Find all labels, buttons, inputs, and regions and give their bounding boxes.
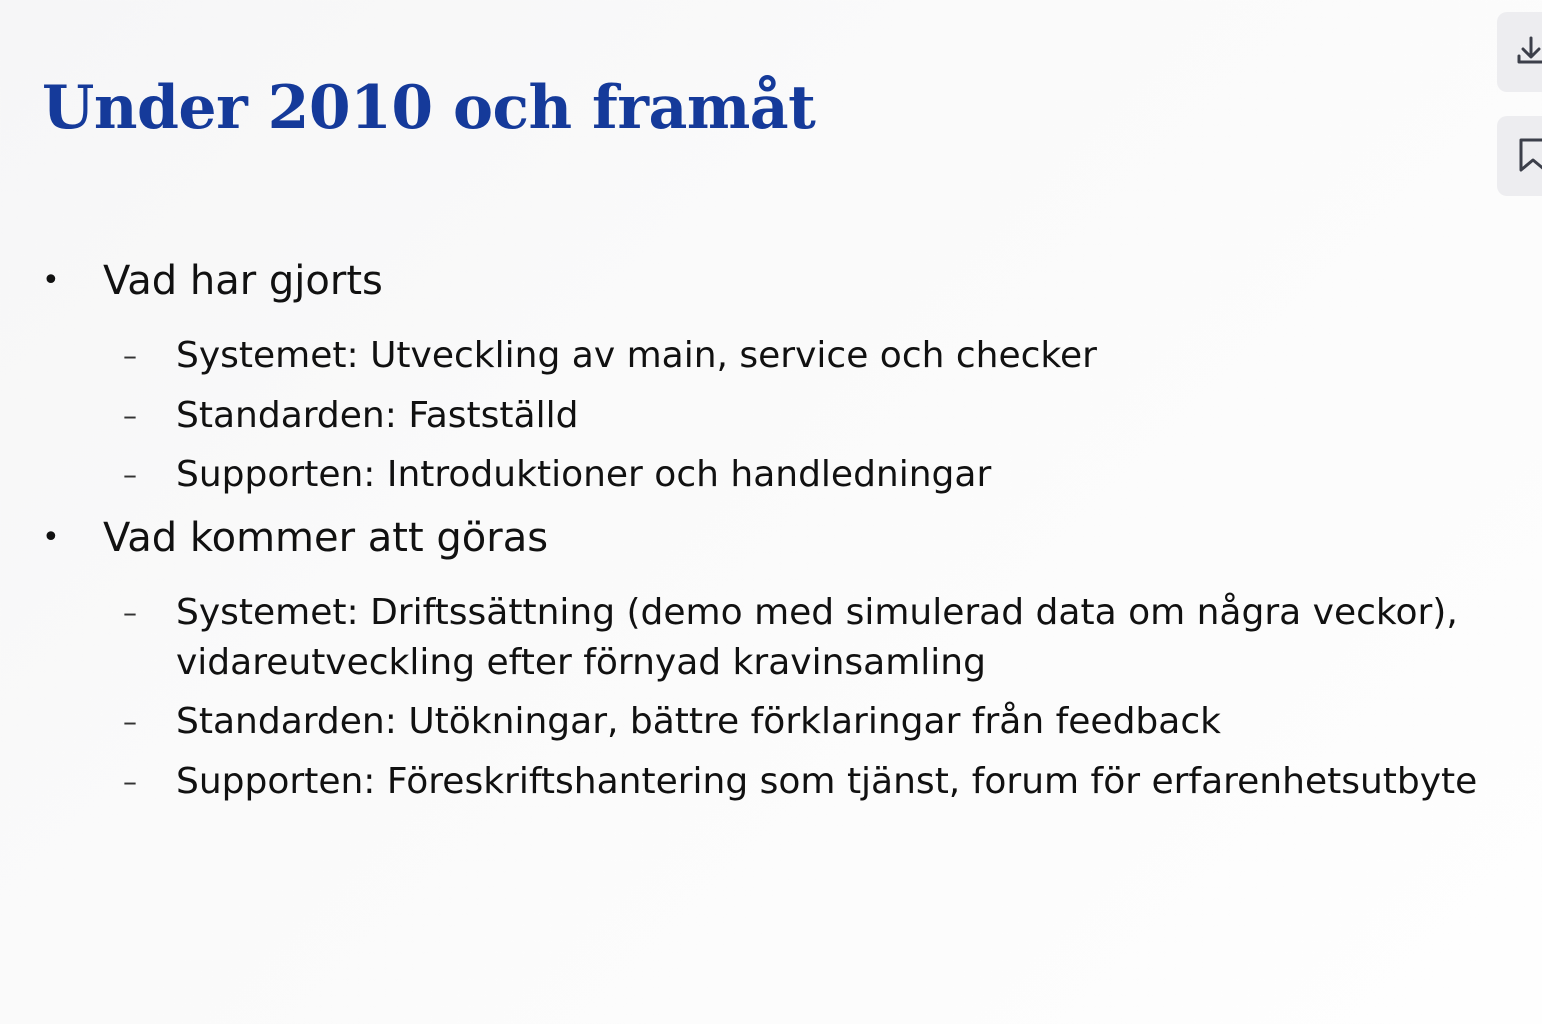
- bullet-dot: •: [42, 520, 60, 555]
- bookmark-button[interactable]: [1497, 116, 1542, 196]
- dash-marker: –: [123, 596, 137, 629]
- sub-item: [0, 331, 1516, 381]
- sub-item-text: Systemet: Utveckling av main, service och checker: [176, 335, 1097, 376]
- dash-marker: –: [123, 398, 137, 432]
- sub-item: [0, 757, 1516, 807]
- dash-marker: –: [123, 764, 137, 798]
- bookmark-icon: [1517, 134, 1542, 178]
- sub-item-text: Supporten: Föreskriftshantering som tjänst, forum för erfarenhetsutbyte: [176, 760, 1478, 802]
- download-button[interactable]: [1497, 12, 1542, 92]
- sub-item-text: Standarden: Fastställd: [176, 394, 579, 436]
- dash-marker: –: [123, 339, 137, 372]
- slide-title: Under 2010 och framåt: [42, 73, 816, 143]
- sub-list: [0, 331, 1516, 500]
- sub-item: [0, 391, 1516, 441]
- sub-list: [0, 588, 1516, 806]
- sub-item-text: Standarden: Utökningar, bättre förklaringar från feedback: [176, 701, 1221, 742]
- sub-item: [0, 450, 1516, 500]
- download-icon: [1517, 30, 1542, 74]
- sub-item: [0, 697, 1516, 747]
- bullet-heading: Vad kommer att göras: [103, 515, 549, 561]
- sub-item: [0, 588, 1516, 687]
- dash-marker: –: [123, 458, 137, 491]
- bullet-heading: Vad har gjorts: [103, 258, 383, 304]
- sub-item-text: Systemet: Driftssättning (demo med simulerad data om några veckor), vidareutveckling efter förnyad kravinsamling: [176, 592, 1458, 683]
- sub-item-text: Supporten: Introduktioner och handledningar: [176, 454, 992, 495]
- bullet-dot: •: [42, 263, 60, 298]
- dash-marker: –: [123, 705, 137, 738]
